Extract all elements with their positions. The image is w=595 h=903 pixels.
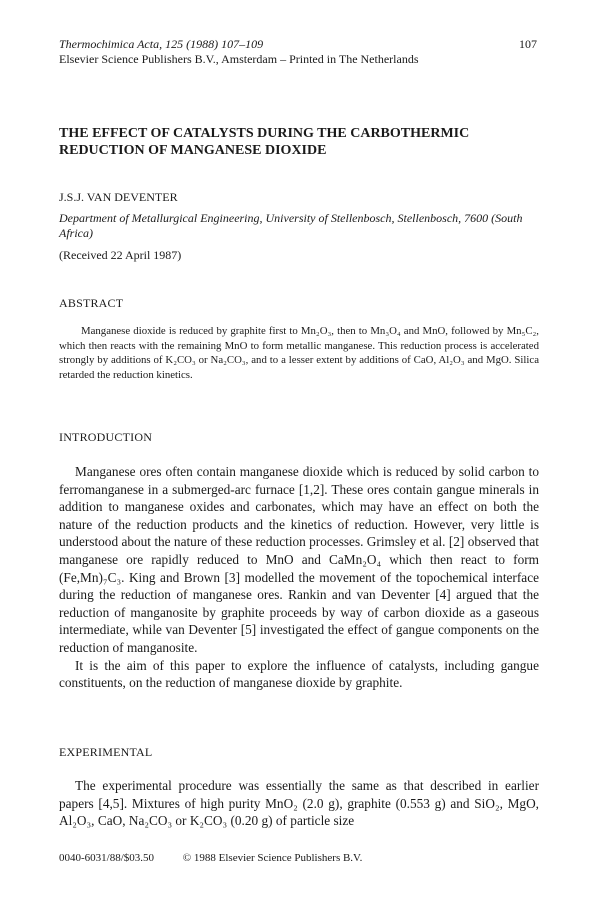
page-number: 107 [519,37,537,51]
author-affiliation: Department of Metallurgical Engineering, University of Stellenbosch, Stellenbosch, 7600 (South Africa) [59,211,523,240]
introduction-body [59,463,539,692]
article-title: THE EFFECT OF CATALYSTS DURING THE CARBOTHERMIC REDUCTION OF MANGANESE DIOXIDE [59,126,470,158]
journal-citation: Thermochimica Acta, 125 (1988) 107–109 [59,37,264,51]
abstract-body [59,324,539,382]
abstract-paragraph: Manganese dioxide is reduced by graphite first to Mn₂O₃, then to Mn₃O₄ and MnO, followed by Mn₅C₂, which then reacts with the remaining MnO to form metallic manganese. This reduction process is accelerated strongly by additions of K₂CO₃ or Na₂CO₃, and to a lesser extent by additions of CaO, Al₂O₃ and MgO. Silica retarded the reduction kinetics. [59,325,539,381]
received-date: (Received 22 April 1987) [59,248,182,262]
experimental-heading: EXPERIMENTAL [59,745,153,759]
experimental-paragraph-1: The experimental procedure was essentially the same as that described in earlier papers [4,5]. Mixtures of high purity MnO₂ (2.0 g), graphite (0.553 g) and SiO₂, MgO, Al₂O₃, CaO, Na₂CO₃ or K₂CO₃ (0.20 g) of particle size [59,778,539,829]
introduction-paragraph-1: Manganese ores often contain manganese dioxide which is reduced by solid carbon to ferromanganese in a submerged-arc furnace [1,2]. These ores contain gangue minerals in addition to manganese oxides and carbonates, which may have an effect on both the nature of the reduction products and the kinetics of reduction. However, very little is understood about the nature of these reduction processes. Grimsley et al. [2] observed that manganese ore rapidly reduced to MnO and CaMn₂O₄ which then react to form (Fe,Mn)₇C₃. King and Brown [3] modelled the movement of the topochemical interface during the reduction of manganese ores. Rankin and van Deventer [4] argued that the reduction of manganosite by graphite proceeds by way of carbon dioxide as a gaseous intermediate, while van Deventer [5] investigated the effect of gangue components on the reduction of manganosite. [59,464,539,655]
publisher-line: Elsevier Science Publishers B.V., Amsterdam – Printed in The Netherlands [59,52,419,66]
author-name: J.S.J. VAN DEVENTER [59,190,178,204]
abstract-heading: ABSTRACT [59,296,124,310]
page-footer [59,852,362,864]
experimental-body [59,777,539,830]
issn-code: 0040-6031/88/$03.50 [59,852,155,864]
copyright-notice: © 1988 Elsevier Science Publishers B.V. [182,852,363,864]
introduction-heading: INTRODUCTION [59,430,153,444]
introduction-paragraph-2: It is the aim of this paper to explore the influence of catalysts, including gangue constituents, on the reduction of manganese dioxide by graphite. [59,657,539,691]
